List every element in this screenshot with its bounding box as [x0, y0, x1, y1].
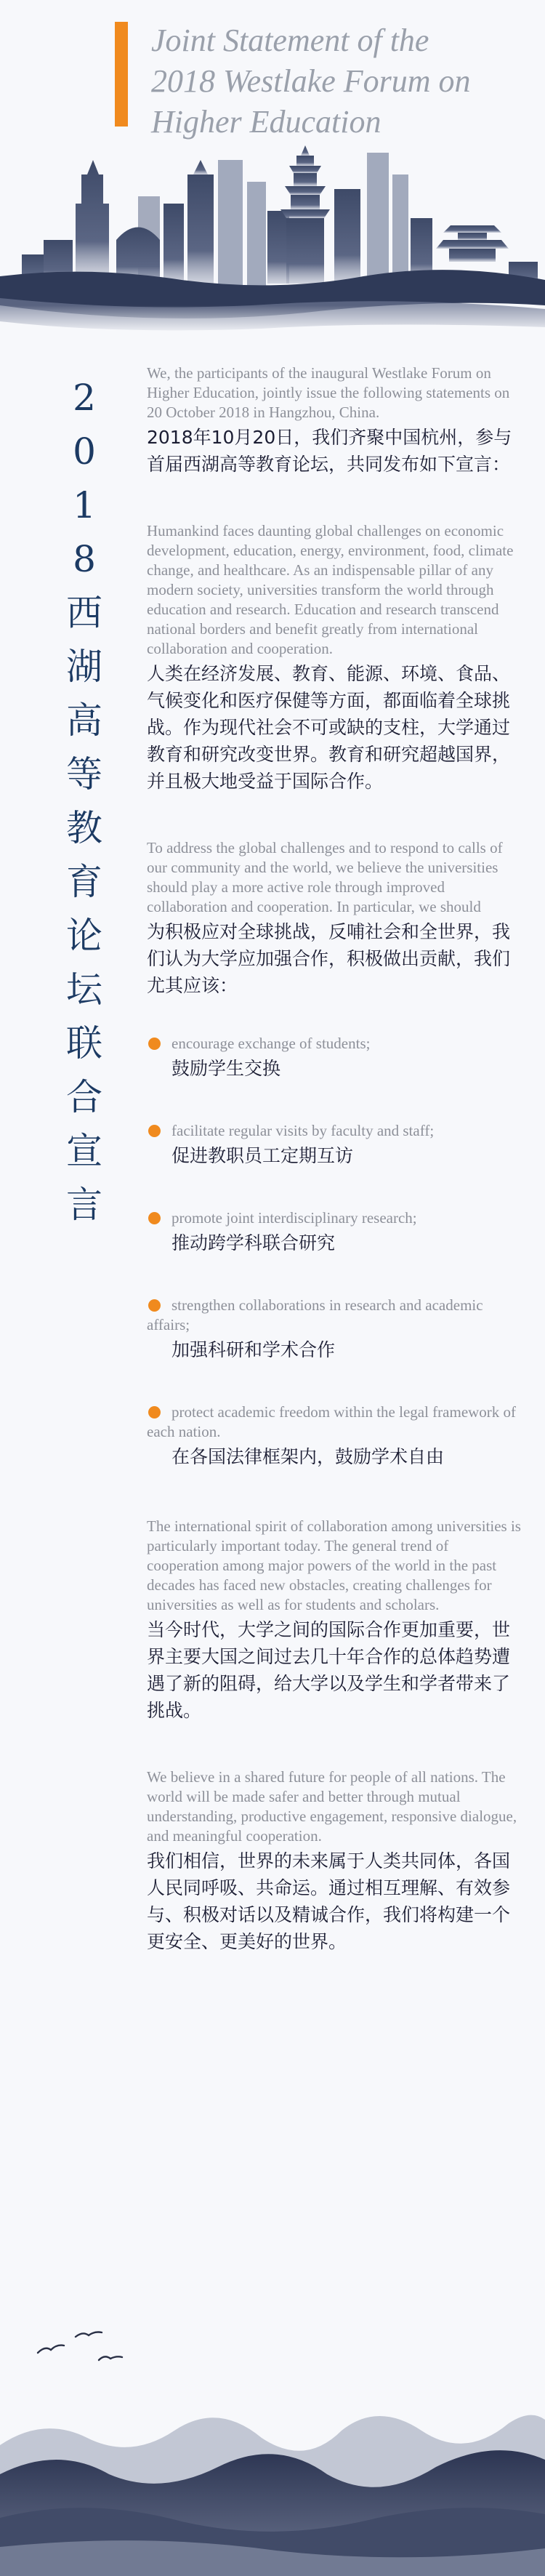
bullet-dot-icon — [148, 1212, 161, 1224]
vertical-title-char: 坛 — [66, 968, 102, 1011]
title-line-2: 2018 Westlake Forum on — [151, 63, 471, 99]
challenges-en: Humankind faces daunting global challenges on economic development, education, energy, environment, food, climate change, and healthcare. As an indispensable pillar of any modern society, universities transform the world through education and research. Education and research transcend national borders and benefit greatly from international collaboration and cooperation. — [147, 522, 514, 657]
challenges-paragraph — [147, 521, 521, 795]
statement-body — [147, 364, 521, 1999]
vertical-title-char: 8 — [73, 538, 96, 580]
page-title — [151, 20, 529, 143]
vertical-title-char: 合 — [66, 1076, 102, 1118]
bullet-zh: 在各国法律框架内，鼓励学术自由 — [171, 1446, 445, 1467]
bullet-item — [147, 1208, 521, 1256]
bullet-zh: 鼓励学生交换 — [171, 1058, 281, 1079]
challenges-zh: 人类在经济发展、教育、能源、环境、食品、气候变化和医疗保健等方面，都面临着全球挑战。作为现代社会不可或缺的支柱，大学通过教育和研究改变世界。教育和研究超越国界，并且极大地受益于国际合作。 — [147, 663, 511, 792]
bullet-en: protect academic freedom within the legal framework of each nation. — [147, 1403, 517, 1440]
vertical-title-char: 联 — [66, 1022, 102, 1064]
bullet-zh: 促进教职员工定期互访 — [171, 1145, 354, 1166]
header — [0, 0, 545, 334]
vertical-title-char: 0 — [73, 430, 96, 473]
bullet-item — [147, 1121, 521, 1169]
title-accent-bar — [115, 22, 128, 127]
bullet-en: promote joint interdisciplinary research; — [171, 1209, 417, 1227]
vertical-title-char: 论 — [66, 915, 102, 957]
bullet-zh: 推动跨学科联合研究 — [171, 1232, 336, 1253]
vertical-title-char: 言 — [66, 1184, 102, 1226]
bullet-en: strengthen collaborations in research and academic affairs; — [147, 1296, 483, 1333]
title-line-3: Higher Education — [151, 104, 382, 140]
vertical-title-char: 育 — [66, 861, 102, 903]
vertical-title-char: 湖 — [66, 646, 102, 688]
bullet-dot-icon — [148, 1406, 161, 1419]
bullet-item — [147, 1403, 521, 1470]
bullet-dot-icon — [148, 1299, 161, 1312]
future-zh: 我们相信，世界的未来属于人类共同体，各国人民同呼吸、共命运。通过相互理解、有效参与、积极对话以及精诚合作，我们将构建一个更安全、更美好的世界。 — [147, 1850, 511, 1952]
skyline-illustration — [0, 131, 545, 334]
vertical-title-char: 宣 — [66, 1130, 102, 1172]
address-zh: 为积极应对全球挑战，反哺社会和全世界，我们认为大学应加强合作，积极做出贡献，我们尤其应该： — [147, 921, 511, 996]
spirit-zh: 当今时代，大学之间的国际合作更加重要，世界主要大国之间过去几十年合作的总体趋势遭遇了新的阻碍，给大学以及学生和学者带来了挑战。 — [147, 1619, 511, 1721]
intro-en: We, the participants of the inaugural Westlake Forum on Higher Education, jointly issue the following statements on 20 October 2018 in Hangzhou, China. — [147, 364, 510, 421]
vertical-title-char: 西 — [66, 592, 102, 634]
bullet-item — [147, 1034, 521, 1082]
bullet-en: encourage exchange of students; — [171, 1035, 371, 1052]
spirit-paragraph — [147, 1517, 521, 1724]
flying-birds-icon — [29, 2327, 145, 2385]
vertical-title-char: 1 — [73, 484, 96, 526]
future-en: We believe in a shared future for people of all nations. The world will be made safer and better through mutual understanding, productive engagement, responsive dialogue, and meaningful cooperation. — [147, 1768, 517, 1845]
future-paragraph — [147, 1768, 521, 1955]
title-line-1: Joint Statement of the — [151, 23, 429, 58]
bullet-dot-icon — [148, 1038, 161, 1050]
ink-wash-mountains — [0, 2387, 545, 2576]
bullet-item — [147, 1296, 521, 1363]
vertical-title-char: 高 — [66, 699, 102, 742]
vertical-title-char: 2 — [73, 377, 96, 419]
vertical-title — [64, 371, 105, 1232]
spirit-en: The international spirit of collaboration among universities is particularly important today. The general trend of cooperation among major powers of the world in the past decades has faced new obstacles, creating challenges for universities as well as for students and scholars. — [147, 1517, 521, 1613]
bullet-dot-icon — [148, 1125, 161, 1137]
intro-paragraph — [147, 364, 521, 478]
bullet-en: facilitate regular visits by faculty and staff; — [171, 1122, 435, 1139]
address-en: To address the global challenges and to respond to calls of our community and the world, we believe the universities should play a more active role through improved collaboration and cooperation. In particular, we should — [147, 839, 503, 915]
vertical-title-char: 教 — [66, 807, 102, 849]
bullet-zh: 加强科研和学术合作 — [171, 1339, 336, 1360]
address-paragraph — [147, 838, 521, 999]
intro-zh: 2018年10月20日，我们齐聚中国杭州，参与首届西湖高等教育论坛，共同发布如下宣言： — [147, 427, 512, 475]
vertical-title-char: 等 — [66, 753, 102, 795]
